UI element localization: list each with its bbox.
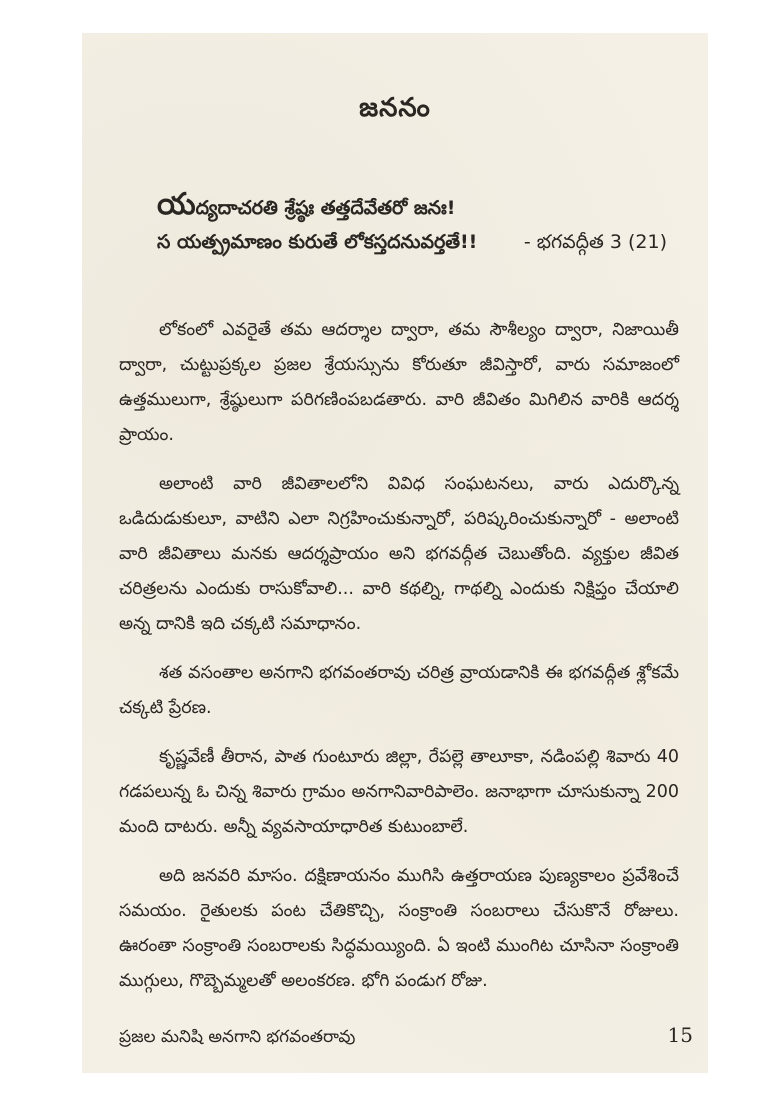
body-text bbox=[119, 313, 679, 1013]
running-book-title: ప్రజల మనిషి అనగాని భగవంతరావు bbox=[119, 1027, 356, 1047]
verse-line-1-text: ద్యదాచరతి శ్రేష్ఠః తత్తదేవేతరో జనః! bbox=[195, 197, 456, 219]
verse-line-1 bbox=[157, 188, 677, 225]
paragraph: అలాంటి వారి జీవితాలలోని వివిధ సంఘటనలు, వారు ఎదుర్కొన్న ఒడిదుడుకులూ, వాటిని ఎలా నిగ్రహించుకున్నారో, పరిష్కరించుకున్నారో - అలాంటి వారి జీవితాలు మనకు ఆదర్శప్రాయం అని భగవద్గీత చెబుతోంది. వ్యక్తుల జీవిత చరిత్రలను ఎందుకు రాసుకోవాలి... వారి కథల్ని, గాథల్ని ఎందుకు నిక్షిప్తం చేయాలి అన్న దానికి ఇది చక్కటి సమాధానం. bbox=[119, 474, 679, 634]
paragraph: లోకంలో ఎవరైతే తమ ఆదర్శాల ద్వారా, తమ సౌశీల్యం ద్వారా, నిజాయితీ ద్వారా, చుట్టుప్రక్కల ప్రజల శ్రేయస్సును కోరుతూ జీవిస్తారో, వారు సమాజంలో ఉత్తములుగా, శ్రేష్ఠులుగా పరిగణింపబడతారు. వారి జీవితం మిగిలిన వారికి ఆదర్శ ప్రాయం. bbox=[119, 320, 679, 445]
paragraph: అది జనవరి మాసం. దక్షిణాయనం ముగిసి ఉత్తరాయణ పుణ్యకాలం ప్రవేశించే సమయం. రైతులకు పంట చేతికొచ్చి, సంక్రాంతి సంబరాలు చేసుకొనే రోజులు. ఊరంతా సంక్రాంతి సంబరాలకు సిద్ధమయ్యింది. ఏ ఇంటి ముంగిట చూసినా సంక్రాంతి ముగ్గులు, గొబ్బెమ్మలతో అలంకరణ. భోగి పండుగ రోజు. bbox=[119, 866, 679, 991]
chapter-title: జననం bbox=[359, 93, 431, 123]
page-number: 15 bbox=[667, 1023, 693, 1047]
verse-line-2-text: స యత్ప్రమాణం కురుతే లోకస్తదనువర్తతే!! bbox=[157, 231, 478, 253]
paragraph: కృష్ణవేణీ తీరాన, పాత గుంటూరు జిల్లా, రేపల్లె తాలూకా, నడింపల్లి శివారు 40 గడపలున్న ఓ చిన్న శివారు గ్రామం అనగానివారిపాలెం. జనాభాగా చూసుకున్నా 200 మంది దాటరు. అన్నీ వ్యవసాయాధారిత కుటుంబాలే. bbox=[119, 747, 679, 837]
verse-drop-letter: య bbox=[157, 187, 196, 222]
verse-line-2 bbox=[157, 225, 677, 259]
paragraph: శత వసంతాల అనగాని భగవంతరావు చరిత్ర వ్రాయడానికి ఈ భగవద్గీత శ్లోకమే చక్కటి ప్రేరణ. bbox=[119, 663, 679, 718]
epigraph-verse bbox=[157, 188, 677, 259]
page-footer bbox=[119, 1023, 699, 1051]
book-page bbox=[82, 33, 708, 1073]
verse-citation: - భగవద్గీత 3 (21) bbox=[523, 231, 667, 253]
